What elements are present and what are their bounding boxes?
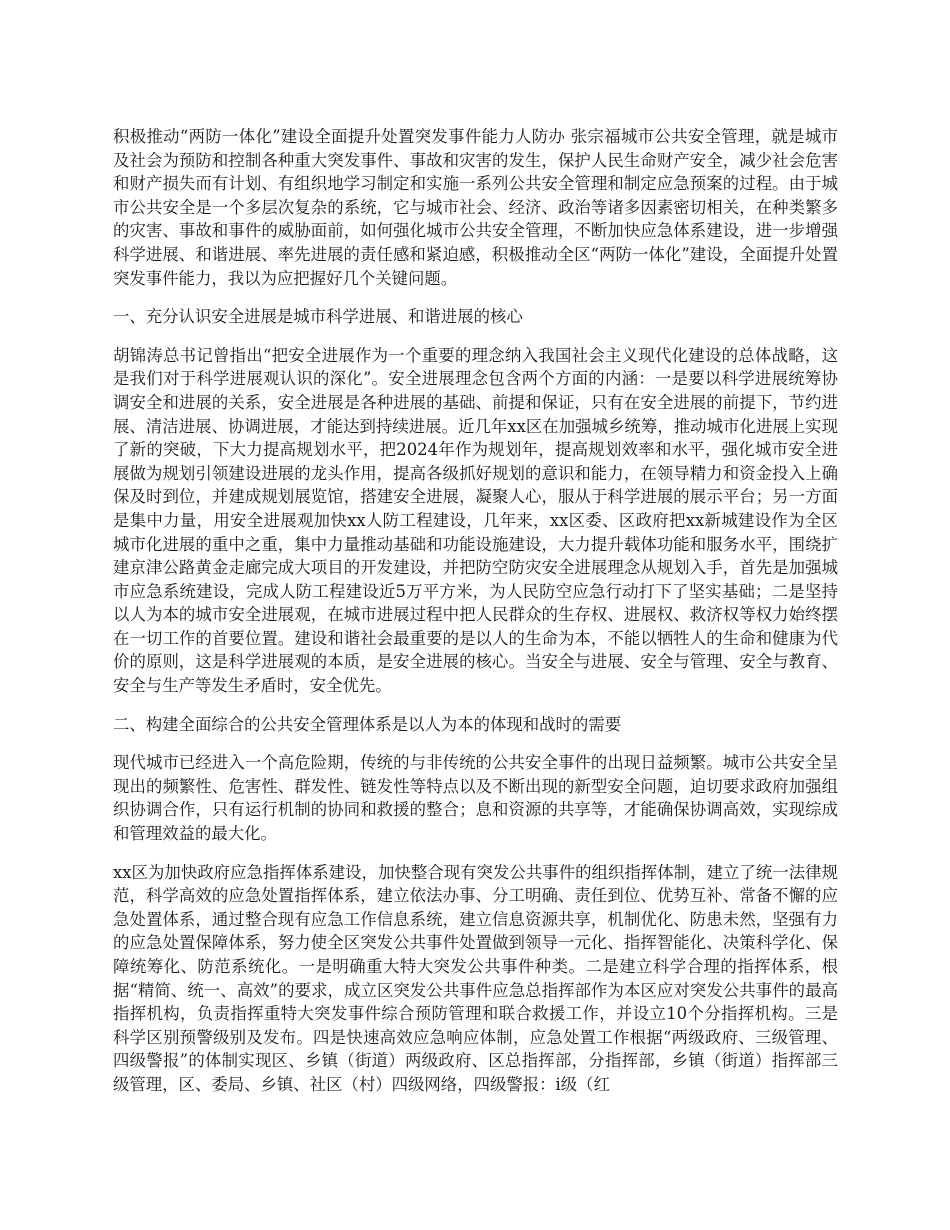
section-2-paragraph-1: 现代城市已经进入一个高危险期，传统的与非传统的公共安全事件的出现日益频繁。城市公共安全呈现出的频繁性、危害性、群发性、链发性等特点以及不断出现的新型安全问题，迫切要求政府加强组织协调合作，只有运行机制的协同和救援的整合；息和资源的共享等，才能确保协调高效，实现综成和管理效益的最大化。 [113, 753, 838, 844]
document-page [113, 125, 838, 1112]
section-heading-1: 一、充分认识安全进展是城市科学进展、和谐进展的核心 [113, 307, 523, 327]
section-heading-2: 二、构建全面综合的公共安全管理体系是以人为本的体现和战时的需要 [113, 714, 622, 734]
intro-paragraph: 积极推动“两防一体化”建设全面提升处置突发事件能力人防办 张宗福城市公共安全管理，就是城市及社会为预防和控制各种重大突发事件、事故和灾害的发生，保护人民生命财产安全，减少社会危害和财产损失而有计划、有组织地学习制定和实施一系列公共安全管理和制定应急预案的过程。由于城市公共安全是一个多层次复杂的系统，它与城市社会、经济、政治等诸多因素密切相关，在种类繁多的灾害、事故和事件的威胁面前，如何强化城市公共安全管理，不断加快应急体系建设，进一步增强科学进展、和谐进展、率先进展的责任感和紧迫感，积极推动全区“两防一体化”建设，全面提升处置突发事件能力，我以为应把握好几个关键问题。 [113, 127, 838, 288]
section-2-paragraph-2: xx区为加快政府应急指挥体系建设，加快整合现有突发公共事件的组织指挥体制，建立了统一法律规范，科学高效的应急处置指挥体系，建立依法办事、分工明确、责任到位、优势互补、常备不懈的应急处置体系，通过整合现有应急工作信息系统，建立信息资源共享，机制优化、防患未然，坚强有力的应急处置保障体系，努力使全区突发公共事件处置做到领导一元化、指挥智能化、决策科学化、保障统筹化、防范系统化。一是明确重大特大突发公共事件种类。二是建立科学合理的指挥体系，根据“精简、统一、高效”的要求，成立区突发公共事件应急总指挥部作为本区应对突发公共事件的最高指挥机构，负责指挥重特大突发事件综合预防管理和联合救援工作，并设立10个分指挥机构。三是科学区别预警级别及发布。四是快速高效应急响应体制，应急处置工作根据“两级政府、三级管理、四级警报”的体制实现区、乡镇（街道）两级政府、区总指挥部，分指挥部，乡镇（街道）指挥部三级管理，区、委局、乡镇、社区（村）四级网络，四级警报：ⅰ级（红 [113, 862, 838, 1094]
section-1-paragraph: 胡锦涛总书记曾指出“把安全进展作为一个重要的理念纳入我国社会主义现代化建设的总体战略，这是我们对于科学进展观认识的深化”。安全进展理念包含两个方面的内涵：一是要以科学进展统筹协调安全和进展的关系，安全进展是各种进展的基础、前提和保证，只有在安全进展的前提下，节约进展、清洁进展、协调进展，才能达到持续进展。近几年xx区在加强城乡统筹，推动城市化进展上实现了新的突破，下大力提高规划水平，把2024年作为规划年，提高规划效率和水平，强化城市安全进展做为规划引领建设进展的龙头作用，提高各级抓好规划的意识和能力，在领导精力和资金投入上确保及时到位，并建成规划展览馆，搭建安全进展，凝聚人心，服从于科学进展的展示平台；另一方面是集中力量，用安全进展观加快xx人防工程建设，几年来，xx区委、区政府把xx新城建设作为全区城市化进展的重中之重，集中力量推动基础和功能设施建设，大力提升载体功能和服务水平，围绕扩建京津公路黄金走廊完成大项目的开发建设，并把防空防灾安全进展理念从规划入手，首先是加强城市应急系统建设，完成人防工程建设近5万平方米，为人民防空应急行动打下了坚实基础；二是坚持以人为本的城市安全进展观，在城市进展过程中把人民群众的生存权、进展权、救济权等权力始终摆在一切工作的首要位置。建设和谐社会最重要的是以人的生命为本，不能以牺牲人的生命和健康为代价的原则，这是科学进展观的本质，是安全进展的核心。当安全与进展、安全与管理、安全与教育、安全与生产等发生矛盾时，安全优先。 [113, 345, 838, 696]
